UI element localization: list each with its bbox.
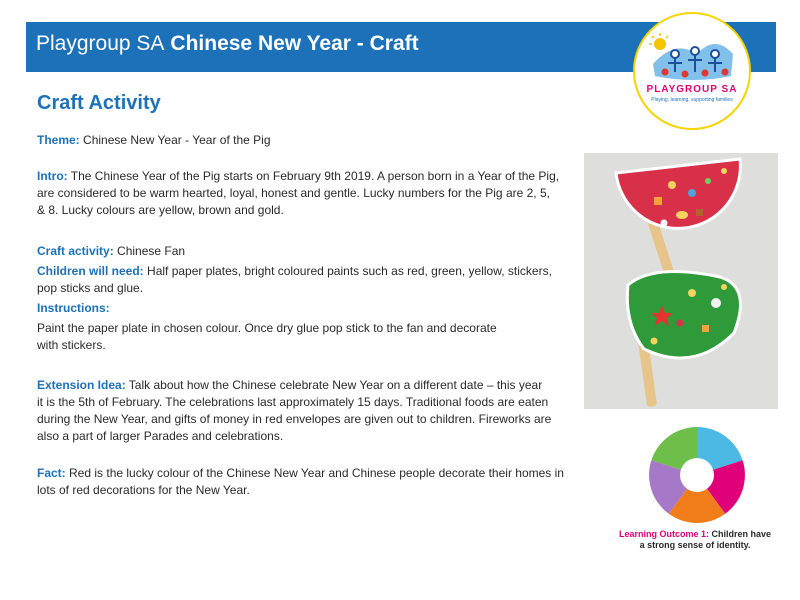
children-need-label: Children will need: (37, 264, 144, 278)
learning-outcomes-wheel (647, 425, 747, 525)
section-title: Craft Activity (37, 92, 161, 114)
logo-tagline: Playing, learning, supporting families (651, 97, 733, 103)
theme-label: Theme: (37, 133, 80, 147)
instructions-label-line (37, 300, 110, 317)
extension-line-2: it is the 5th of February. The celebrations last approximately 15 days. Traditional foods are eaten (37, 395, 549, 409)
extension-label: Extension Idea: (37, 378, 126, 392)
extension-line-3: during the New Year, and gifts of money in red envelopes are given out to children. Fireworks are (37, 412, 552, 426)
extension-line-4: also a part of larger Parades and celebrations. (37, 429, 284, 443)
craft-activity-text: Chinese Fan (113, 244, 186, 258)
outcomes-wheel-graphic (647, 425, 747, 525)
learning-outcome-line-1: Children have (709, 529, 772, 539)
craft-activity-line (37, 243, 185, 260)
playgroup-sa-logo (633, 12, 751, 130)
theme-text: Chinese New Year - Year of the Pig (83, 133, 271, 147)
craft-photo (584, 153, 778, 409)
extension-line-1: Talk about how the Chinese celebrate New Year on a different date – this year (125, 378, 543, 392)
logo-name: PLAYGROUP SA (646, 84, 738, 95)
instructions-paragraph (37, 320, 497, 354)
fact-label: Fact: (37, 466, 66, 480)
theme-line (37, 132, 271, 149)
fact-line-2: lots of red decorations for the New Year. (37, 483, 250, 497)
learning-outcome-caption (600, 529, 790, 551)
logo-graphic (635, 14, 749, 128)
header-title (36, 32, 419, 56)
children-need-line-1: Half paper plates, bright coloured paints such as red, green, yellow, stickers, (143, 264, 552, 278)
fact-paragraph (37, 465, 564, 499)
children-need-paragraph (37, 263, 552, 297)
learning-outcome-label: Learning Outcome 1: (618, 529, 709, 539)
chinese-fans-image (584, 153, 778, 409)
instructions-line-2: with stickers. (37, 338, 106, 352)
extension-paragraph (37, 377, 551, 445)
header-page-title: Chinese New Year - Craft (170, 32, 419, 55)
craft-activity-label: Craft activity: (37, 244, 114, 258)
intro-paragraph (37, 168, 559, 219)
intro-line-2: are considered to be warm hearted, loyal, honest and gentle. Lucky numbers for the Pig are 2, 5, (37, 186, 550, 200)
fact-line-1: Red is the lucky colour of the Chinese New Year and Chinese people decorate their homes in (65, 466, 564, 480)
learning-outcome-line-2: a strong sense of identity. (639, 540, 751, 550)
instructions-label: Instructions: (37, 301, 110, 315)
children-need-line-2: pop sticks and glue. (37, 281, 144, 295)
instructions-line-1: Paint the paper plate in chosen colour. Once dry glue pop stick to the fan and decorate (37, 321, 497, 335)
intro-line-1: The Chinese Year of the Pig starts on February 9th 2019. A person born in a Year of the Pig, (67, 169, 560, 183)
intro-label: Intro: (37, 169, 68, 183)
header-brand: Playgroup SA (36, 32, 165, 55)
intro-line-3: & 8. Lucky colours are yellow, brown and gold. (37, 203, 284, 217)
